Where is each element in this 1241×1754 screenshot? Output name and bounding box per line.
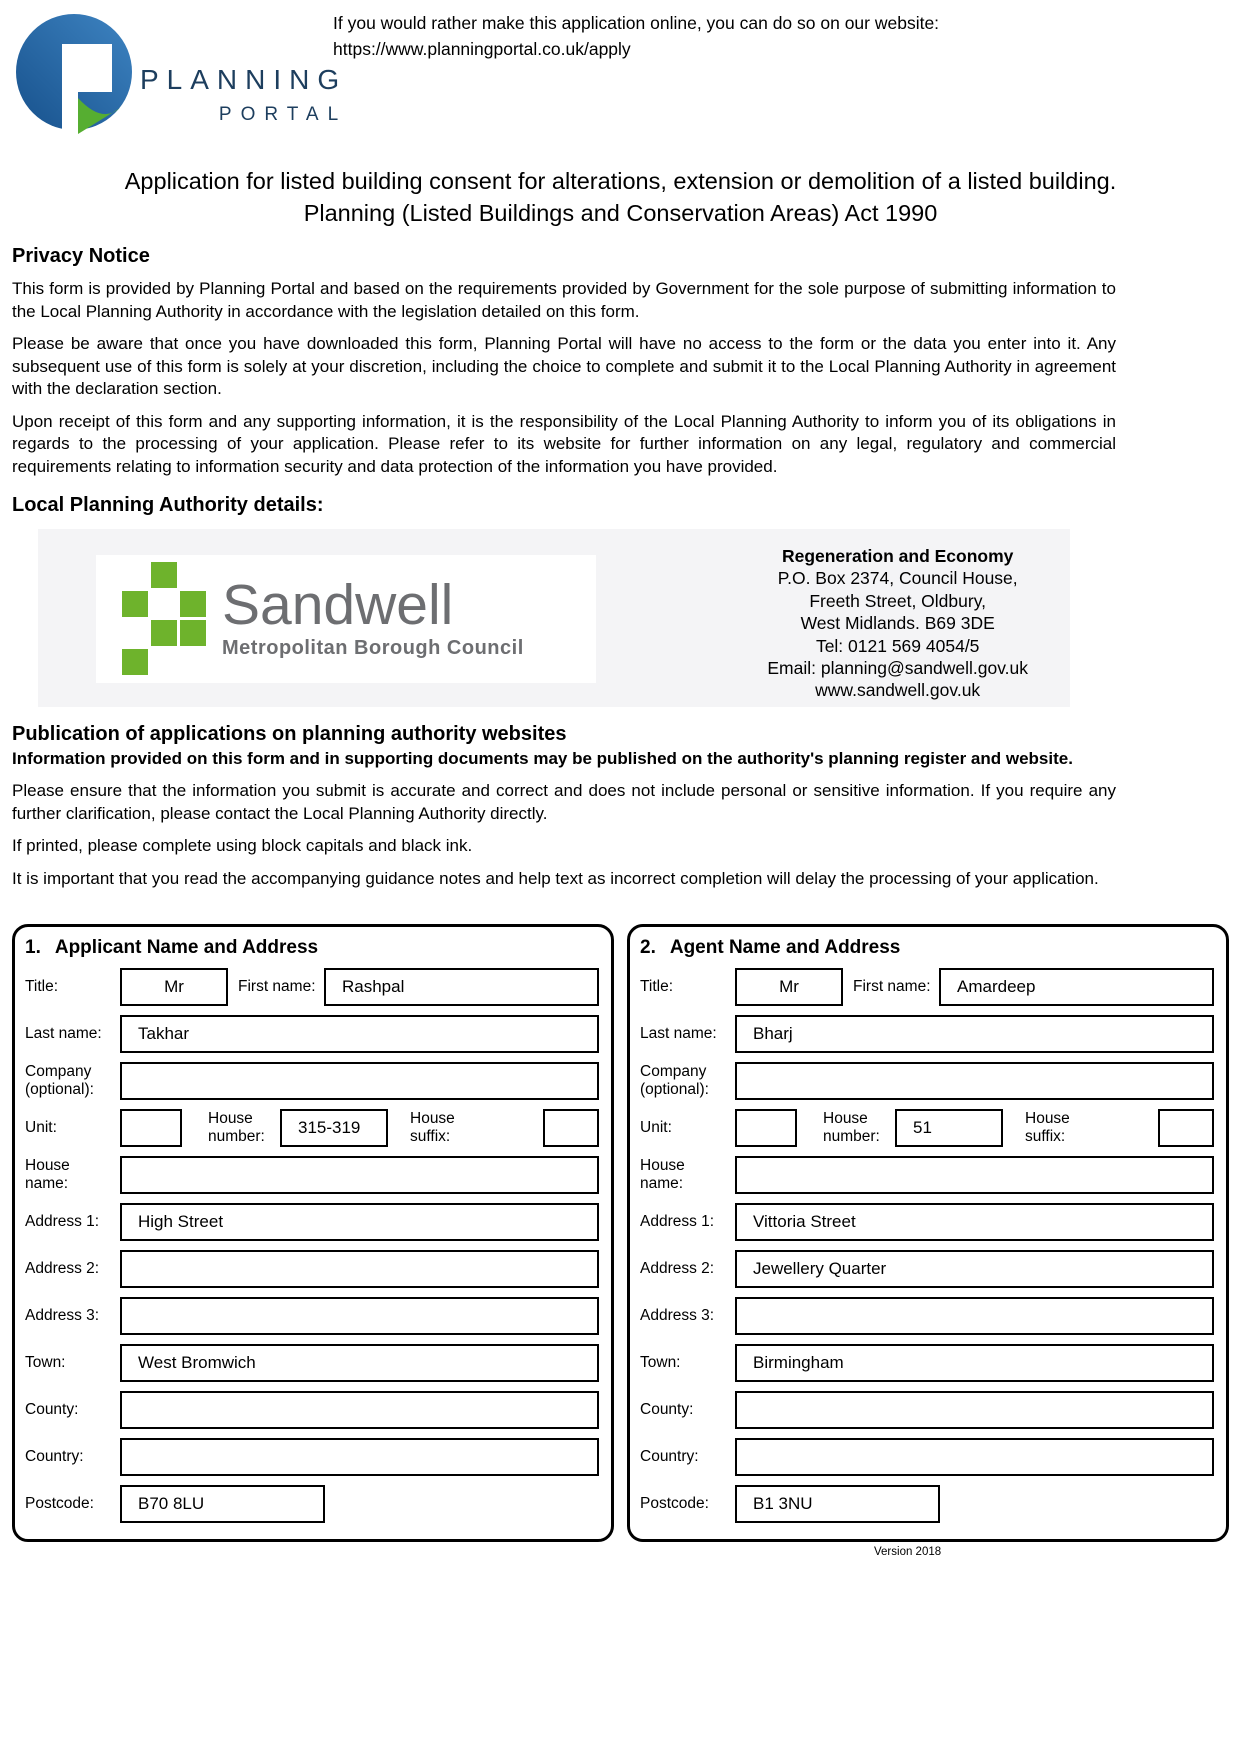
applicant-heading-text: Applicant Name and Address xyxy=(54,937,319,959)
applicant-country-input[interactable] xyxy=(120,1438,599,1476)
applicant-first-name-input[interactable] xyxy=(324,968,599,1006)
sandwell-squares-icon xyxy=(122,562,206,675)
applicant-house-number-input[interactable] xyxy=(280,1109,388,1147)
lpa-address-line: Freeth Street, Oldbury, xyxy=(809,590,987,611)
online-apply-url[interactable]: https://www.planningportal.co.uk/apply xyxy=(333,39,631,60)
house-suffix-label: House suffix: xyxy=(410,1110,455,1146)
agent-heading-text: Agent Name and Address xyxy=(669,937,901,959)
applicant-address3-row xyxy=(25,1297,599,1335)
unit-label: Unit: xyxy=(640,1119,672,1137)
agent-county-input[interactable] xyxy=(735,1391,1214,1429)
privacy-paragraph-1: This form is provided by Planning Portal and based on the requirements provided by Government for the sole purpose of submitting information to the Local Planning Authority in accordance with the legislation detailed on this form. xyxy=(12,279,1116,321)
agent-postcode-input[interactable] xyxy=(735,1485,940,1523)
company-label: Company (optional): xyxy=(25,1063,94,1099)
planning-portal-wordmark xyxy=(140,64,347,126)
agent-house-name-row xyxy=(640,1156,1214,1194)
agent-first-name-input[interactable] xyxy=(939,968,1214,1006)
publication-paragraph-1: Please ensure that the information you submit is accurate and correct and does not include personal or sensitive information. If you require any further clarification, please contact the Local Planning Authority directly. xyxy=(12,781,1116,823)
agent-address3-input[interactable] xyxy=(735,1297,1214,1335)
agent-heading-number: 2. xyxy=(640,937,656,959)
agent-unit-row xyxy=(640,1109,1214,1147)
agent-postcode-row xyxy=(640,1485,1214,1523)
lpa-address-line: Regeneration and Economy xyxy=(781,545,1014,566)
house-number-label: House number: xyxy=(823,1110,880,1146)
title-label: Title: xyxy=(25,978,59,996)
agent-address3-row xyxy=(640,1297,1214,1335)
logo-planning-text: PLANNING xyxy=(140,64,348,95)
agent-house-number-input[interactable] xyxy=(895,1109,1003,1147)
address2-label: Address 2: xyxy=(25,1260,100,1278)
page-header xyxy=(12,8,1229,140)
town-label: Town: xyxy=(640,1354,681,1372)
agent-country-row xyxy=(640,1438,1214,1476)
postcode-label: Postcode: xyxy=(25,1495,94,1513)
planning-portal-logo xyxy=(12,8,348,140)
sandwell-name: Sandwell xyxy=(222,573,454,638)
house-name-label: House name: xyxy=(25,1157,70,1193)
agent-country-input[interactable] xyxy=(735,1438,1214,1476)
lpa-address-line: Email: planning@sandwell.gov.uk xyxy=(767,657,1028,678)
privacy-paragraph-2: Please be aware that once you have downloaded this form, Planning Portal will have no access to the form or the data you enter into it. Any subsequent use of this form is solely at your discretion, including the choice to complete and submit it to the Local Planning Authority in agreement with the declaration section. xyxy=(12,334,1116,399)
applicant-title-input[interactable] xyxy=(120,968,228,1006)
address1-label: Address 1: xyxy=(25,1213,100,1231)
agent-company-input[interactable] xyxy=(735,1062,1214,1100)
applicant-postcode-input[interactable] xyxy=(120,1485,325,1523)
online-application-note xyxy=(333,10,939,63)
house-name-label: House name: xyxy=(640,1157,685,1193)
applicant-house-suffix-input[interactable] xyxy=(543,1109,599,1147)
applicant-address2-input[interactable] xyxy=(120,1250,599,1288)
applicant-town-input[interactable] xyxy=(120,1344,599,1382)
agent-company-row xyxy=(640,1062,1214,1100)
title-label: Title: xyxy=(640,978,674,996)
town-label: Town: xyxy=(25,1354,66,1372)
house-number-label: House number: xyxy=(208,1110,265,1146)
lpa-address-line: P.O. Box 2374, Council House, xyxy=(777,568,1018,589)
agent-title-input[interactable] xyxy=(735,968,843,1006)
applicant-address1-row xyxy=(25,1203,599,1241)
house-suffix-label: House suffix: xyxy=(1025,1110,1070,1146)
lpa-address xyxy=(767,545,1028,707)
lpa-details-heading: Local Planning Authority details: xyxy=(12,493,324,516)
document-title-line1: Application for listed building consent for alterations, extension or demolition of a listed building. xyxy=(124,168,1117,194)
applicant-postcode-row xyxy=(25,1485,599,1523)
agent-county-row xyxy=(640,1391,1214,1429)
lpa-panel xyxy=(38,529,1070,707)
applicant-title-row xyxy=(25,968,599,1006)
applicant-last-name-row xyxy=(25,1015,599,1053)
applicant-heading xyxy=(25,937,599,959)
applicant-county-row xyxy=(25,1391,599,1429)
agent-unit-input[interactable] xyxy=(735,1109,797,1147)
agent-town-row xyxy=(640,1344,1214,1382)
publication-bold-note: Information provided on this form and in supporting documents may be published on the authority's planning register and website. xyxy=(12,748,1073,768)
logo-portal-text: PORTAL xyxy=(218,104,348,125)
applicant-last-name-input[interactable] xyxy=(120,1015,599,1053)
lpa-address-line: West Midlands. B69 3DE xyxy=(800,613,995,634)
online-note-text: If you would rather make this application online, you can do so on our website: xyxy=(333,13,940,33)
applicant-address2-row xyxy=(25,1250,599,1288)
applicant-address1-input[interactable] xyxy=(120,1203,599,1241)
document-title xyxy=(12,166,1229,229)
publication-heading: Publication of applications on planning authority websites xyxy=(12,722,567,745)
applicant-address3-input[interactable] xyxy=(120,1297,599,1335)
applicant-county-input[interactable] xyxy=(120,1391,599,1429)
applicant-company-input[interactable] xyxy=(120,1062,599,1100)
privacy-notice-heading: Privacy Notice xyxy=(12,245,150,268)
agent-town-input[interactable] xyxy=(735,1344,1214,1382)
company-label: Company (optional): xyxy=(640,1063,709,1099)
applicant-heading-number: 1. xyxy=(25,937,41,959)
applicant-unit-input[interactable] xyxy=(120,1109,182,1147)
address3-label: Address 3: xyxy=(25,1307,100,1325)
publication-paragraph-3: It is important that you read the accompanying guidance notes and help text as incorrect completion will delay the processing of your application. xyxy=(12,868,1099,888)
applicant-house-name-input[interactable] xyxy=(120,1156,599,1194)
version-text: Version 2018 xyxy=(874,1546,942,1559)
sandwell-logo xyxy=(96,555,596,683)
first-name-label: First name: xyxy=(238,978,316,996)
first-name-label: First name: xyxy=(853,978,931,996)
last-name-label: Last name: xyxy=(25,1025,102,1043)
agent-address1-row xyxy=(640,1203,1214,1241)
address3-label: Address 3: xyxy=(640,1307,715,1325)
last-name-label: Last name: xyxy=(640,1025,717,1043)
agent-address1-input[interactable] xyxy=(735,1203,1214,1241)
sandwell-wordmark xyxy=(222,573,524,659)
document-title-line2: Planning (Listed Buildings and Conservation Areas) Act 1990 xyxy=(303,199,938,226)
applicant-box xyxy=(12,924,614,1542)
postcode-label: Postcode: xyxy=(640,1495,709,1513)
country-label: Country: xyxy=(25,1448,84,1466)
agent-house-name-input[interactable] xyxy=(735,1156,1214,1194)
agent-title-row xyxy=(640,968,1214,1006)
county-label: County: xyxy=(640,1401,694,1419)
agent-address2-input[interactable] xyxy=(735,1250,1214,1288)
country-label: Country: xyxy=(640,1448,699,1466)
applicant-country-row xyxy=(25,1438,599,1476)
publication-paragraph-2: If printed, please complete using block capitals and black ink. xyxy=(12,836,473,856)
privacy-paragraph-3: Upon receipt of this form and any supporting information, it is the responsibility of the Local Planning Authority to inform you of its obligations in regards to the processing of your application. Please refer to its website for further information on any legal, regulatory and commercial requirements relating to information security and data protection of the information you have provided. xyxy=(12,411,1116,476)
agent-house-suffix-input[interactable] xyxy=(1158,1109,1214,1147)
applicant-unit-row xyxy=(25,1109,599,1147)
lpa-address-line: www.sandwell.gov.uk xyxy=(815,680,981,701)
agent-last-name-row xyxy=(640,1015,1214,1053)
applicant-house-name-row xyxy=(25,1156,599,1194)
applicant-company-row xyxy=(25,1062,599,1100)
agent-heading xyxy=(640,937,1214,959)
sandwell-subtitle: Metropolitan Borough Council xyxy=(222,636,524,659)
agent-address2-row xyxy=(640,1250,1214,1288)
name-address-sections xyxy=(12,924,1229,1542)
agent-last-name-input[interactable] xyxy=(735,1015,1214,1053)
address2-label: Address 2: xyxy=(640,1260,715,1278)
applicant-town-row xyxy=(25,1344,599,1382)
address1-label: Address 1: xyxy=(640,1213,715,1231)
county-label: County: xyxy=(25,1401,79,1419)
lpa-address-line: Tel: 0121 569 4054/5 xyxy=(815,635,980,656)
unit-label: Unit: xyxy=(25,1119,57,1137)
agent-box xyxy=(627,924,1229,1542)
